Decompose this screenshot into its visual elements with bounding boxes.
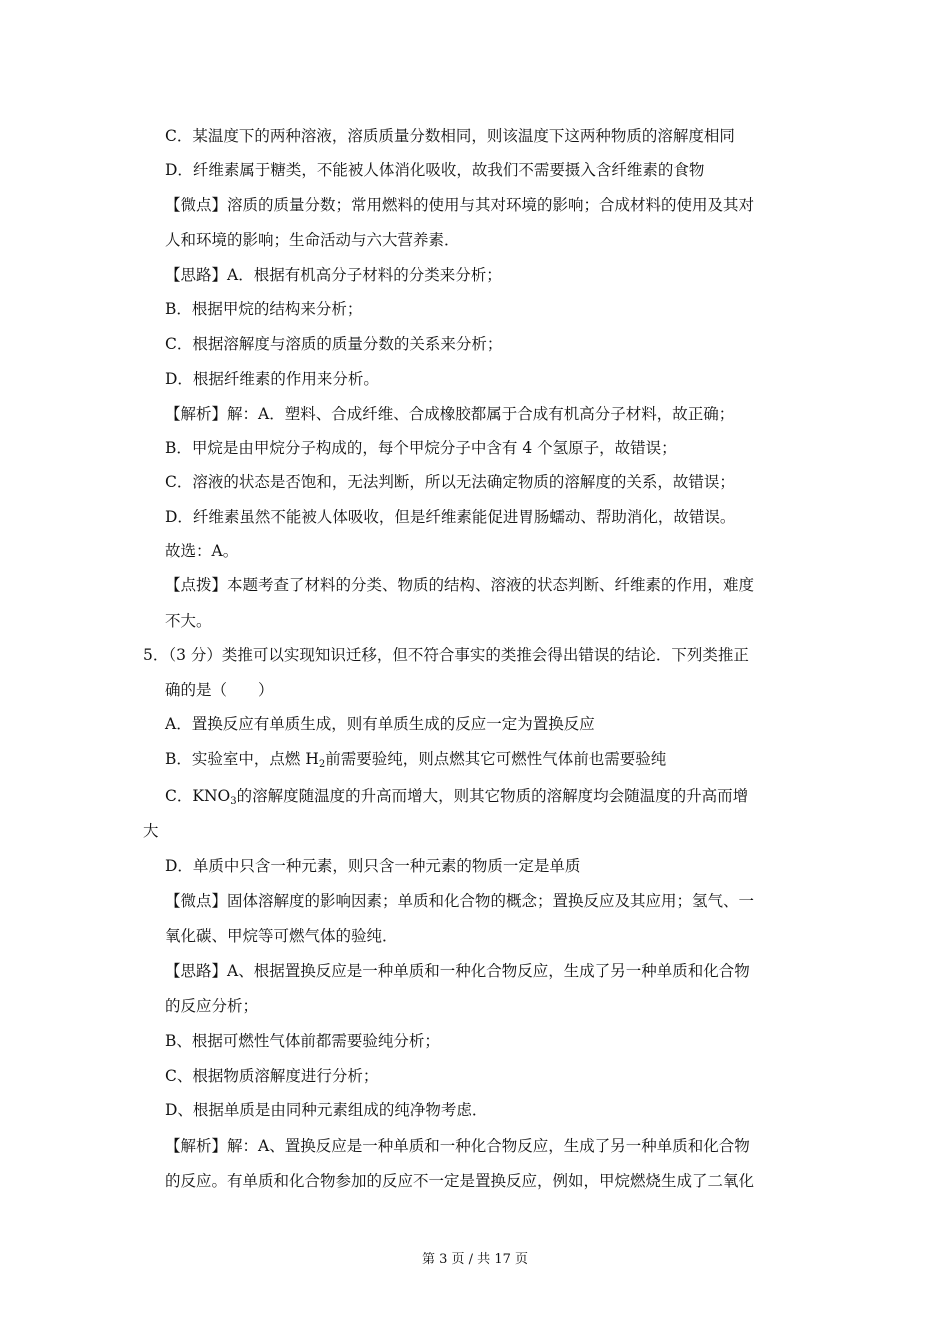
q5-option-c	[165, 786, 748, 806]
analysis-line-1: 【解析】解：A．塑料、合成纤维、合成橡胶都属于合成有机高分子材料，故正确；	[165, 405, 735, 423]
option-c-subscript: 3	[230, 796, 237, 807]
page-footer: 第 3 页 / 共 17 页	[422, 1252, 528, 1267]
option-b-after: 前需要验纯，则点燃其它可燃性气体前也需要验纯	[325, 750, 667, 768]
q5-approach-line-5: D、根据单质是由同种元素组成的纯净物考虑．	[165, 1101, 488, 1119]
q5-keypoint-line-1: 【微点】固体溶解度的影响因素；单质和化合物的概念；置换反应及其应用；氢气、一	[165, 892, 755, 910]
q5-approach-line-1: 【思路】A、根据置换反应是一种单质和一种化合物反应，生成了另一种单质和化合物	[165, 962, 750, 980]
comment-line-2: 不大。	[165, 612, 212, 630]
q5-keypoint-line-2: 氧化碳、甲烷等可燃气体的验纯．	[165, 927, 398, 945]
option-c-text: C．某温度下的两种溶液，溶质质量分数相同，则该温度下这两种物质的溶解度相同	[165, 127, 735, 145]
option-d-text: D．纤维素属于糖类，不能被人体消化吸收，故我们不需要摄入含纤维素的食物	[165, 161, 705, 179]
q5-analysis-line-2: 的反应。有单质和化合物参加的反应不一定是置换反应，例如，甲烷燃烧生成了二氧化	[165, 1172, 755, 1190]
option-b-subscript: 2	[318, 759, 326, 770]
answer-line: 故选：A。	[165, 542, 239, 560]
question-5-line-2: 确的是（ ）	[165, 681, 274, 699]
q5-option-a: A．置换反应有单质生成，则有单质生成的反应一定为置换反应	[165, 715, 595, 733]
keypoint-label-line-1: 【微点】溶质的质量分数；常用燃料的使用与其对环境的影响；合成材料的使用及其对	[165, 196, 755, 214]
q5-option-b	[165, 749, 666, 769]
approach-line-3: C．根据溶解度与溶质的质量分数的关系来分析；	[165, 335, 503, 353]
keypoint-label-line-2: 人和环境的影响；生命活动与六大营养素．	[165, 231, 460, 249]
approach-line-1: 【思路】A．根据有机高分子材料的分类来分析；	[165, 266, 502, 284]
analysis-line-3: C．溶液的状态是否饱和，无法判断，所以无法确定物质的溶解度的关系，故错误；	[165, 473, 735, 491]
question-5-line-1: 5．（3 分）类推可以实现知识迁移，但不符合事实的类推会得出错误的结论．下列类推正	[143, 646, 749, 664]
q5-option-c-continued: 大	[143, 822, 159, 840]
option-c-before: C．KNO	[165, 787, 231, 805]
option-c-after: 的溶解度随温度的升高而增大，则其它物质的溶解度均会随温度的升高而增	[236, 787, 749, 805]
q5-approach-line-3: B、根据可燃性气体前都需要验纯分析；	[165, 1032, 440, 1050]
approach-line-2: B．根据甲烷的结构来分析；	[165, 300, 363, 318]
q5-analysis-line-1: 【解析】解：A、置换反应是一种单质和一种化合物反应，生成了另一种单质和化合物	[165, 1137, 750, 1155]
comment-line-1: 【点拨】本题考查了材料的分类、物质的结构、溶液的状态判断、纤维素的作用，难度	[165, 576, 755, 594]
q5-option-d: D．单质中只含一种元素，则只含一种元素的物质一定是单质	[165, 857, 581, 875]
approach-line-4: D．根据纤维素的作用来分析。	[165, 370, 379, 388]
q5-approach-line-2: 的反应分析；	[165, 997, 259, 1015]
option-b-before: B．实验室中，点燃 H	[165, 750, 319, 768]
analysis-line-2: B．甲烷是由甲烷分子构成的，每个甲烷分子中含有 4 个氢原子，故错误；	[165, 439, 677, 457]
q5-approach-line-4: C、根据物质溶解度进行分析；	[165, 1067, 379, 1085]
analysis-line-4: D．纤维素虽然不能被人体吸收，但是纤维素能促进胃肠蠕动、帮助消化，故错误。	[165, 508, 736, 526]
